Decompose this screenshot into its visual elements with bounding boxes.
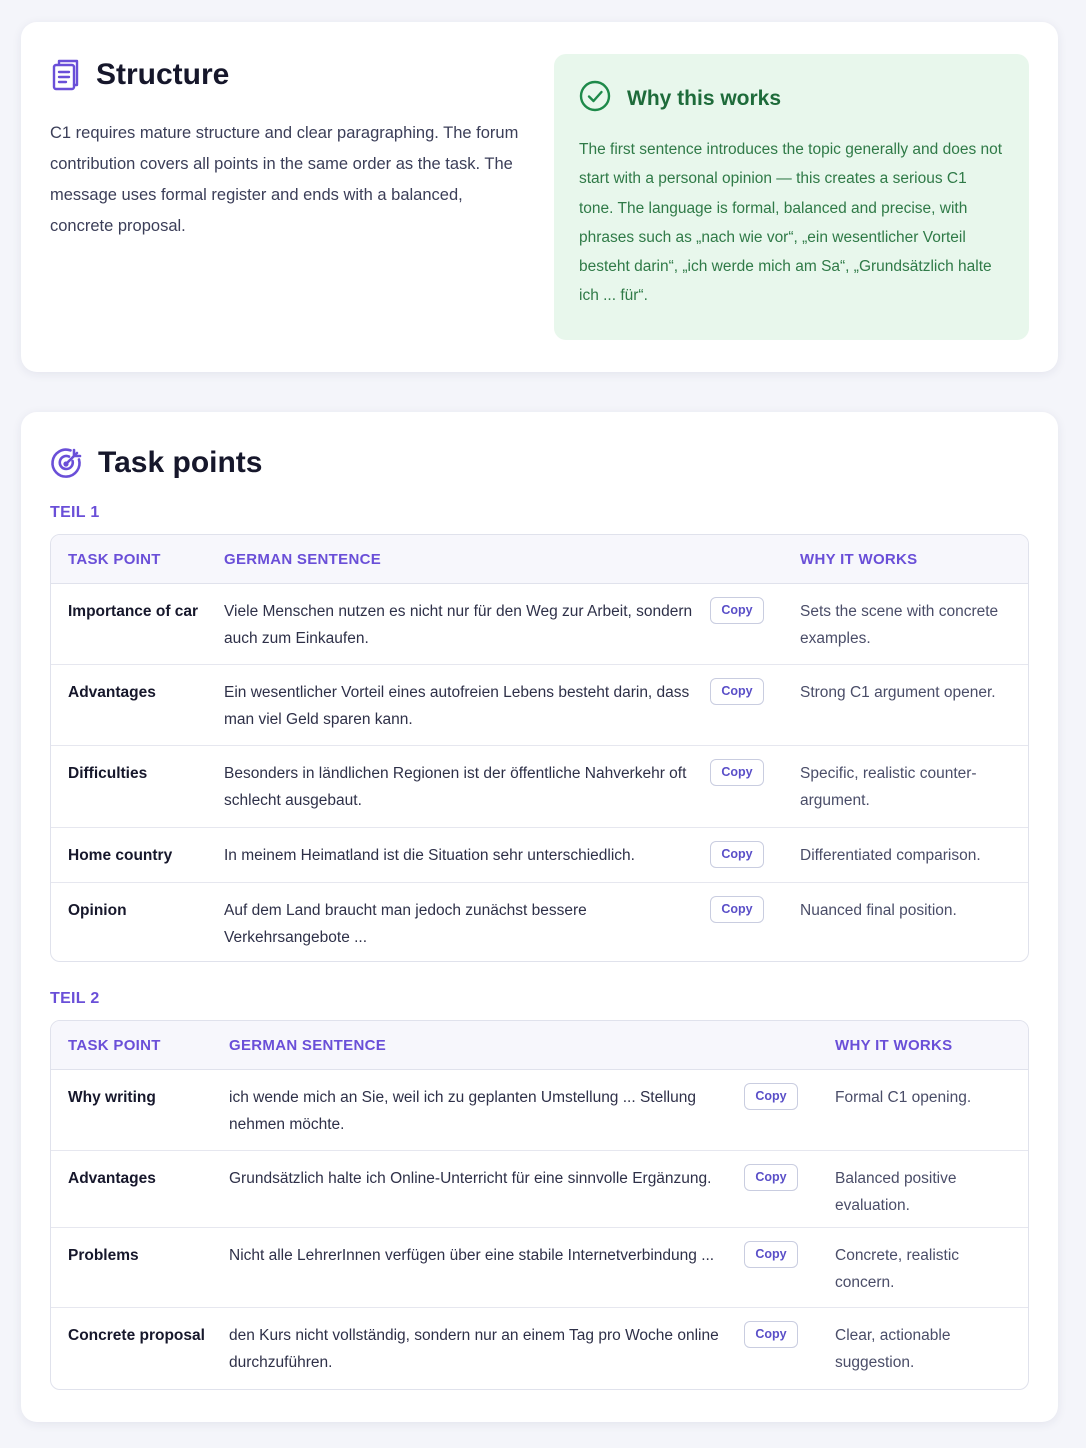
- teil-2-table: [50, 1020, 1029, 1390]
- table-header: [51, 535, 1028, 584]
- teil-1-table: [50, 534, 1029, 962]
- target-icon: [50, 446, 84, 480]
- table-body: [51, 1070, 1028, 1389]
- task-points-title: Task points: [98, 446, 263, 479]
- german-sentence-cell: Ein wesentlicher Vorteil eines autofreien Lebens besteht darin, dass man viel Geld sparen kann.: [224, 684, 690, 728]
- task-points-heading: [50, 446, 262, 480]
- table-row: [51, 1227, 1028, 1307]
- table-row: [51, 1070, 1028, 1150]
- why-this-works-text: The first sentence introduces the topic generally and does not start with a personal opinion — this creates a serious C1 tone. The language is formal, balanced and precise, with phrases such as „nach wie vor“, „ein wesentlicher Vorteil besteht darin“, „ich werde mich am Sa“, „Grundsätzlich halte ich ... für“.: [579, 141, 1003, 305]
- header-why-it-works: WHY IT WORKS: [835, 1036, 953, 1054]
- copy-button[interactable]: Copy: [744, 1083, 798, 1110]
- why-it-works-cell: Concrete, realistic concern.: [835, 1247, 960, 1291]
- german-sentence-cell: ich wende mich an Sie, weil ich zu geplanten Umstellung ... Stellung nehmen möchte.: [229, 1089, 696, 1133]
- why-it-works-cell: Strong C1 argument opener.: [800, 684, 996, 701]
- german-sentence-cell: den Kurs nicht vollständig, sondern nur an einem Tag pro Woche online durchzuführen.: [229, 1327, 719, 1371]
- table-row: [51, 827, 1028, 882]
- copy-button[interactable]: Copy: [710, 759, 764, 786]
- check-circle-icon: [579, 80, 611, 117]
- table-row: [51, 882, 1028, 961]
- header-task-point: TASK POINT: [68, 550, 161, 568]
- table-body: [51, 584, 1028, 961]
- german-sentence-cell: Viele Menschen nutzen es nicht nur für den Weg zur Arbeit, sondern auch zum Einkaufen.: [224, 603, 693, 647]
- structure-description: C1 requires mature structure and clear paragraphing. The forum contribution covers all points in the same order as the task. The message uses formal register and ends with a balanced, concrete proposal.: [50, 124, 519, 235]
- task-point-cell: Difficulties: [68, 765, 148, 782]
- table-row: [51, 745, 1028, 827]
- why-it-works-cell: Formal C1 opening.: [835, 1089, 972, 1106]
- why-it-works-cell: Nuanced final position.: [800, 902, 957, 919]
- task-point-cell: Importance of car: [68, 603, 199, 620]
- why-this-works-title: Why this works: [627, 86, 782, 110]
- why-this-works-box: [554, 54, 1029, 340]
- task-points-card: [21, 412, 1058, 1422]
- task-point-cell: Concrete proposal: [68, 1327, 205, 1344]
- why-it-works-cell: Specific, realistic counter-argument.: [800, 765, 977, 809]
- copy-button[interactable]: Copy: [744, 1321, 798, 1348]
- copy-button[interactable]: Copy: [710, 597, 764, 624]
- why-it-works-cell: Differentiated comparison.: [800, 847, 981, 864]
- teil-1-label: TEIL 1: [50, 504, 100, 521]
- task-point-cell: Opinion: [68, 902, 127, 919]
- task-point-cell: Why writing: [68, 1089, 156, 1106]
- why-it-works-cell: Clear, actionable suggestion.: [835, 1327, 951, 1371]
- why-it-works-cell: Sets the scene with concrete examples.: [800, 603, 999, 647]
- task-point-cell: Advantages: [68, 684, 156, 701]
- copy-button[interactable]: Copy: [710, 896, 764, 923]
- german-sentence-cell: Grundsätzlich halte ich Online-Unterricht für eine sinnvolle Ergänzung.: [229, 1170, 712, 1187]
- header-task-point: TASK POINT: [68, 1036, 161, 1054]
- teil-2-label: TEIL 2: [50, 990, 100, 1007]
- table-row: [51, 1307, 1028, 1389]
- german-sentence-cell: Nicht alle LehrerInnen verfügen über eine stabile Internetverbindung ...: [229, 1247, 715, 1264]
- table-row: [51, 584, 1028, 664]
- copy-button[interactable]: Copy: [744, 1241, 798, 1268]
- copy-button[interactable]: Copy: [710, 678, 764, 705]
- german-sentence-cell: Besonders in ländlichen Regionen ist der öffentliche Nahverkehr oft schlecht ausgebaut.: [224, 765, 687, 809]
- document-icon: [50, 58, 82, 92]
- structure-section: [50, 58, 520, 242]
- task-point-cell: Advantages: [68, 1170, 156, 1187]
- structure-card: [21, 22, 1058, 372]
- german-sentence-cell: Auf dem Land braucht man jedoch zunächst bessere Verkehrsangebote ...: [224, 902, 587, 946]
- copy-button[interactable]: Copy: [710, 841, 764, 868]
- german-sentence-cell: In meinem Heimatland ist die Situation sehr unterschiedlich.: [224, 847, 635, 864]
- task-point-cell: Problems: [68, 1247, 139, 1264]
- header-german-sentence: GERMAN SENTENCE: [229, 1036, 387, 1054]
- table-row: [51, 1150, 1028, 1227]
- task-point-cell: Home country: [68, 847, 173, 864]
- table-header: [51, 1021, 1028, 1070]
- table-row: [51, 664, 1028, 745]
- header-why-it-works: WHY IT WORKS: [800, 550, 918, 568]
- copy-button[interactable]: Copy: [744, 1164, 798, 1191]
- header-german-sentence: GERMAN SENTENCE: [224, 550, 382, 568]
- why-it-works-cell: Balanced positive evaluation.: [835, 1170, 957, 1214]
- structure-title: Structure: [96, 58, 230, 91]
